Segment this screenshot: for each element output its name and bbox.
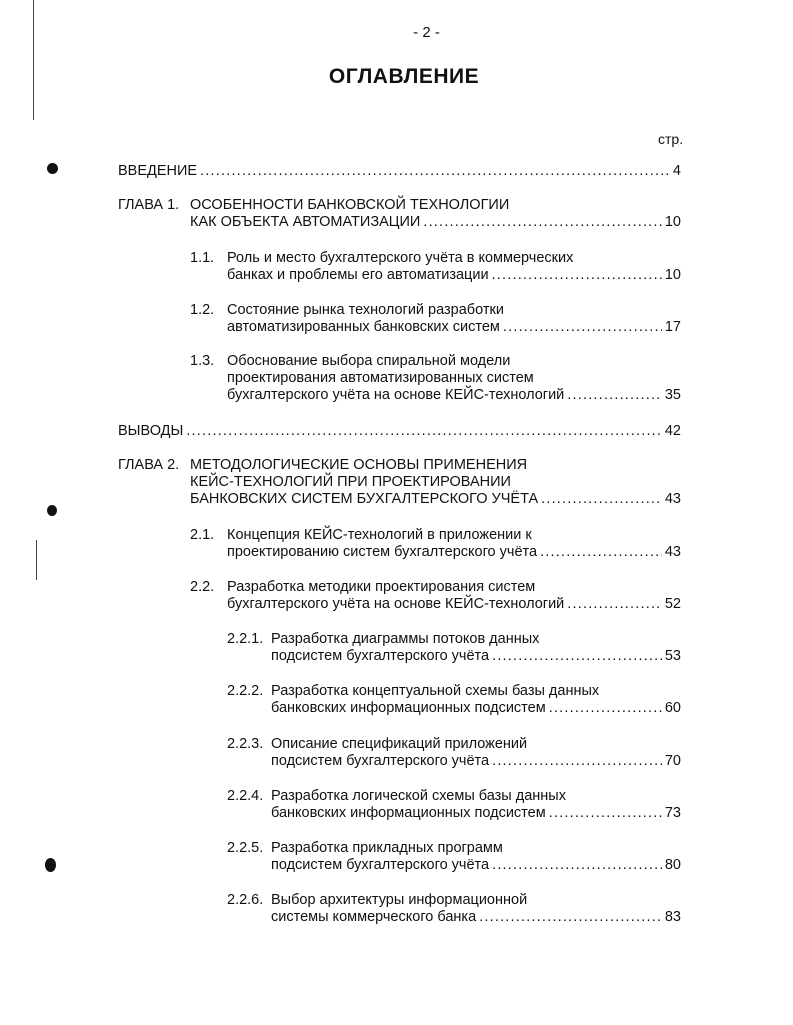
scan-mark <box>45 858 56 872</box>
toc-entry-text: банковских информационных подсистем <box>271 700 546 716</box>
toc-entry-number: 1.1. <box>190 250 215 266</box>
toc-entry-page: 35 <box>664 387 681 403</box>
page-title: ОГЛАВЛЕНИЕ <box>328 65 480 88</box>
toc-entry-number: 2.2.6. <box>227 892 264 908</box>
toc-entry-number: 2.2.3. <box>227 736 264 752</box>
toc-entry-number: 2.1. <box>190 527 215 543</box>
toc-entry <box>227 736 681 770</box>
toc-entry <box>118 197 681 231</box>
scan-mark <box>47 163 58 174</box>
toc-entry-number: 2.2.1. <box>227 631 264 647</box>
toc-entry-text: Обоснование выбора спиральной модели <box>227 353 511 369</box>
toc-entry-text: ОСОБЕННОСТИ БАНКОВСКОЙ ТЕХНОЛОГИИ <box>190 197 510 213</box>
toc-entry <box>190 527 681 561</box>
leader-dots <box>549 700 662 717</box>
toc-entry-text: Разработка концептуальной схемы базы данных <box>271 683 600 699</box>
leader-dots <box>567 387 662 404</box>
toc-entry <box>227 683 681 717</box>
toc-entry-number: 2.2.2. <box>227 683 264 699</box>
toc-entry-text: банках и проблемы его автоматизации <box>227 267 489 283</box>
toc-entry-page: 17 <box>664 319 681 335</box>
leader-dots <box>200 163 670 180</box>
toc-entry-page: 52 <box>664 596 681 612</box>
leader-dots <box>492 648 662 665</box>
toc-entry <box>118 457 681 508</box>
toc-entry-text: ВВЕДЕНИЕ <box>118 163 198 179</box>
toc-entry-page: 10 <box>664 214 681 230</box>
toc-entry-page: 60 <box>664 700 681 716</box>
toc-entry-number: 2.2. <box>190 579 215 595</box>
toc-entry-text: бухгалтерского учёта на основе КЕЙС-технологий <box>227 387 565 403</box>
leader-dots <box>492 753 662 770</box>
scan-edge-line <box>36 540 37 580</box>
toc-entry-page: 43 <box>664 544 681 560</box>
toc-entry-text: Концепция КЕЙС-технологий в приложении к <box>227 527 532 543</box>
toc-entry-page: 42 <box>664 423 681 439</box>
leader-dots <box>186 423 662 440</box>
leader-dots <box>479 909 662 926</box>
scan-edge-line <box>33 0 34 120</box>
leader-dots <box>567 596 662 613</box>
scan-mark <box>47 505 57 516</box>
toc-entry-text: подсистем бухгалтерского учёта <box>271 648 490 664</box>
toc-entry-text: КАК ОБЪЕКТА АВТОМАТИЗАЦИИ <box>190 214 421 230</box>
leader-dots <box>423 214 662 231</box>
leader-dots <box>540 544 662 561</box>
toc-entry-number: 2.2.5. <box>227 840 264 856</box>
toc-entry-number: 2.2.4. <box>227 788 264 804</box>
toc-entry-text: КЕЙС-ТЕХНОЛОГИЙ ПРИ ПРОЕКТИРОВАНИИ <box>190 474 511 490</box>
leader-dots <box>492 857 662 874</box>
toc-entry <box>118 423 681 440</box>
toc-entry-number: ГЛАВА 1. <box>118 197 180 213</box>
toc-entry-text: Разработка диаграммы потоков данных <box>271 631 540 647</box>
toc-entry-number: 1.2. <box>190 302 215 318</box>
toc-entry-page: 10 <box>664 267 681 283</box>
leader-dots <box>549 805 662 822</box>
toc-entry <box>227 788 681 822</box>
toc-entry-text: Выбор архитектуры информационной <box>271 892 528 908</box>
toc-entry-text: бухгалтерского учёта на основе КЕЙС-технологий <box>227 596 565 612</box>
toc-entry-text: Разработка методики проектирования систем <box>227 579 536 595</box>
toc-entry-page: 53 <box>664 648 681 664</box>
toc-entry-text: МЕТОДОЛОГИЧЕСКИЕ ОСНОВЫ ПРИМЕНЕНИЯ <box>190 457 528 473</box>
toc-entry-text: подсистем бухгалтерского учёта <box>271 857 490 873</box>
toc-entry-page: 4 <box>672 163 681 179</box>
toc-entry-page: 73 <box>664 805 681 821</box>
toc-entry <box>190 302 681 336</box>
toc-entry <box>190 250 681 284</box>
toc-entry-text: Разработка прикладных программ <box>271 840 503 856</box>
toc-entry-text: Роль и место бухгалтерского учёта в коммерческих <box>227 250 574 266</box>
toc-entry-number: 1.3. <box>190 353 215 369</box>
toc-entry-text: ВЫВОДЫ <box>118 423 184 439</box>
toc-entry-page: 70 <box>664 753 681 769</box>
toc-entry <box>227 840 681 874</box>
toc-entry <box>190 353 681 404</box>
toc-entry-text: банковских информационных подсистем <box>271 805 546 821</box>
leader-dots <box>541 491 662 508</box>
toc-entry-text: Состояние рынка технологий разработки <box>227 302 504 318</box>
toc-entry-text: БАНКОВСКИХ СИСТЕМ БУХГАЛТЕРСКОГО УЧЁТА <box>190 491 539 507</box>
toc-entry <box>227 892 681 926</box>
toc-entry <box>190 579 681 613</box>
pages-column-label: стр. <box>658 131 684 147</box>
toc-entry-text: проектирования автоматизированных систем <box>227 370 534 386</box>
toc-entry-page: 43 <box>664 491 681 507</box>
toc-entry <box>227 631 681 665</box>
toc-entry-text: Разработка логической схемы базы данных <box>271 788 566 804</box>
toc-entry-page: 80 <box>664 857 681 873</box>
toc-entry-text: Описание спецификаций приложений <box>271 736 528 752</box>
leader-dots <box>503 319 662 336</box>
toc-entry-page: 83 <box>664 909 681 925</box>
toc-entry-text: автоматизированных банковских систем <box>227 319 500 335</box>
toc-entry-text: подсистем бухгалтерского учёта <box>271 753 490 769</box>
leader-dots <box>492 267 662 284</box>
toc-entry-text: проектированию систем бухгалтерского учёта <box>227 544 538 560</box>
page-number: - 2 - <box>413 24 440 41</box>
toc-entry-text: системы коммерческого банка <box>271 909 477 925</box>
toc-entry-number: ГЛАВА 2. <box>118 457 180 473</box>
toc-entry <box>118 163 681 180</box>
